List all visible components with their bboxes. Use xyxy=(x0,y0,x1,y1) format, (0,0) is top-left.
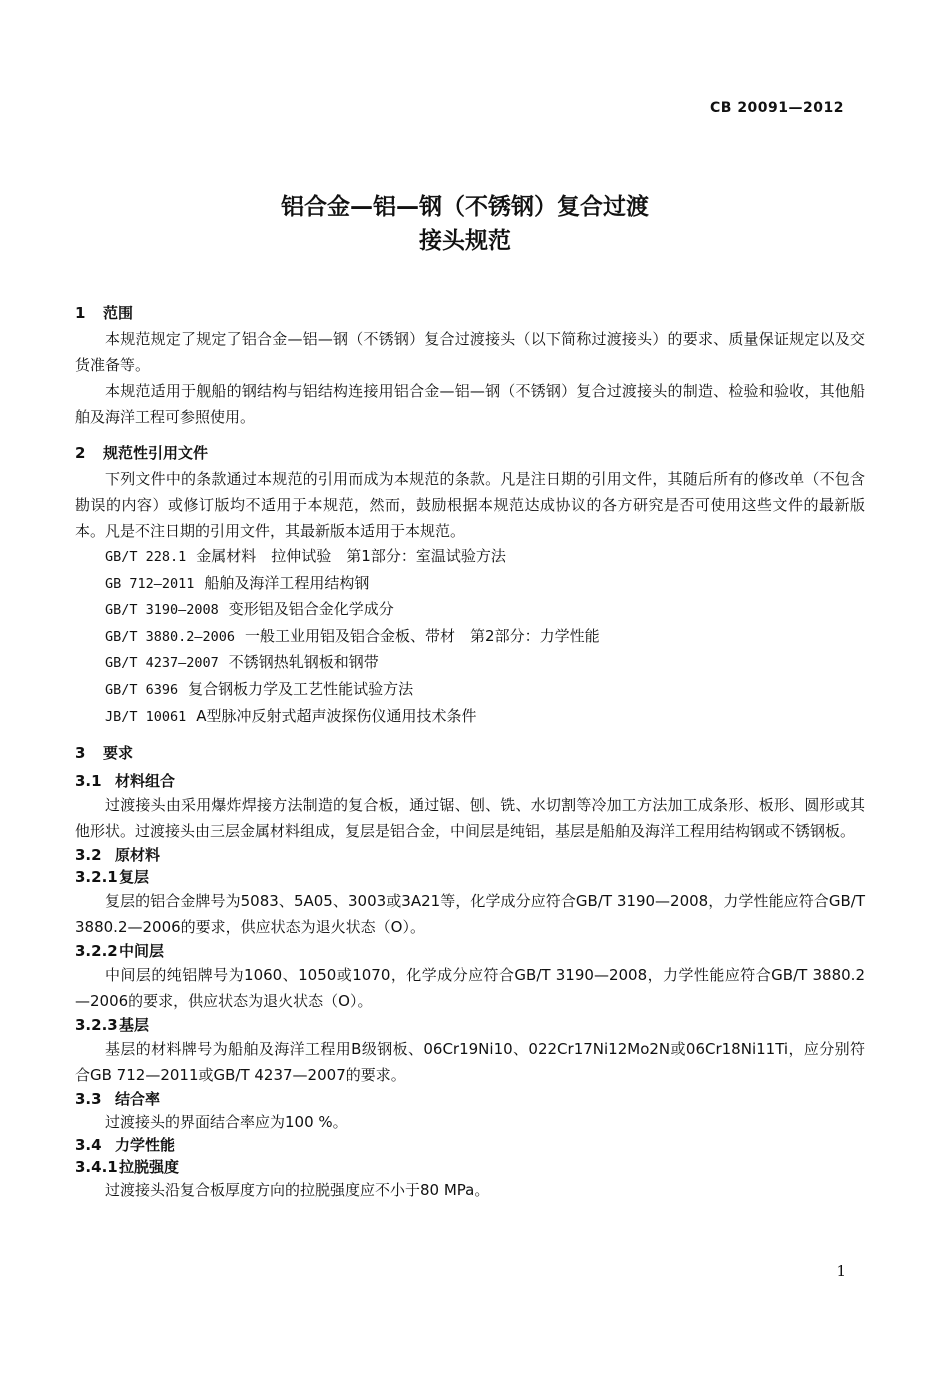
subsection-number: 3.4.1 xyxy=(75,1158,118,1177)
subsection-title: 结合率 xyxy=(115,1090,161,1109)
subsection-3-2-2-heading xyxy=(75,940,865,962)
reference-code: GB/T 3190—2008 xyxy=(105,602,219,619)
page-number: 1 xyxy=(836,1262,846,1280)
subsection-3-2-3-paragraph: 基层的材料牌号为船舶及海洋工程用B级钢板、06Cr19Ni10、022Cr17Ni12Mo2N或06Cr18Ni11Ti，应分别符合GB 712—2011或GB/T 4237—2007的要求。 xyxy=(75,1040,865,1085)
reference-code: GB/T 228.1 xyxy=(105,549,187,565)
subsection-3-2-heading xyxy=(75,844,865,866)
reference-title: 不锈钢热轧钢板和钢带 xyxy=(228,653,379,672)
section-title: 范围 xyxy=(103,304,134,322)
subsection-number: 3.2 xyxy=(75,846,102,865)
section-title: 规范性引用文件 xyxy=(103,444,209,462)
reference-item xyxy=(75,704,865,731)
subsection-title: 拉脱强度 xyxy=(119,1158,180,1177)
reference-code: GB 712—2011 xyxy=(105,575,195,592)
section-number: 2 xyxy=(75,444,86,462)
subsection-title: 基层 xyxy=(119,1016,150,1035)
subsection-title: 原材料 xyxy=(115,846,161,865)
document-title xyxy=(0,190,930,258)
subsection-number: 3.1 xyxy=(75,772,102,791)
reference-title: 变形铝及铝合金化学成分 xyxy=(228,600,394,619)
subsection-3-2-2-paragraph: 中间层的纯铝牌号为1060、1050或1070，化学成分应符合GB/T 3190—2008，力学性能应符合GB/T 3880.2—2006的要求，供应状态为退火状态（O）。 xyxy=(75,966,865,1011)
reference-code: GB/T 6396 xyxy=(105,681,179,698)
subsection-title: 材料组合 xyxy=(115,772,176,791)
reference-list xyxy=(75,544,865,730)
reference-item xyxy=(75,571,865,598)
subsection-3-2-1-paragraph: 复层的铝合金牌号为5083、5A05、3003或3A21等，化学成分应符合GB/T 3190—2008，力学性能应符合GB/T 3880.2—2006的要求，供应状态为退火状态（O）。 xyxy=(75,892,865,937)
reference-title: 船舶及海洋工程用结构钢 xyxy=(204,573,370,592)
subsection-3-4-heading xyxy=(75,1134,865,1156)
subsection-3-4-1-paragraph: 过渡接头沿复合板厚度方向的拉脱强度应不小于80 MPa。 xyxy=(105,1181,490,1200)
subsection-number: 3.2.2 xyxy=(75,942,118,961)
reference-title: 金属材料 拉伸试验 第1部分：室温试验方法 xyxy=(196,547,506,565)
reference-item xyxy=(75,650,865,677)
reference-title: 复合钢板力学及工艺性能试验方法 xyxy=(188,679,414,698)
section-title: 要求 xyxy=(103,744,134,763)
subsection-title: 中间层 xyxy=(119,942,165,961)
reference-code: JB/T 10061 xyxy=(105,708,187,725)
subsection-3-3-paragraph: 过渡接头的界面结合率应为100 %。 xyxy=(105,1113,348,1132)
section-2-heading xyxy=(75,440,865,466)
subsection-3-1-paragraph: 过渡接头由采用爆炸焊接方法制造的复合板，通过锯、刨、铣、水切割等冷加工方法加工成条形、板形、圆形或其他形状。过渡接头由三层金属材料组成，复层是铝合金，中间层是纯铝，基层是船舶及海洋工程用结构钢或不锈钢板。 xyxy=(75,796,865,841)
subsection-3-2-3-heading xyxy=(75,1014,865,1036)
subsection-number: 3.4 xyxy=(75,1136,102,1155)
section-2-paragraph: 下列文件中的条款通过本规范的引用而成为本规范的条款。凡是注日期的引用文件，其随后所有的修改单（不包含勘误的内容）或修订版均不适用于本规范，然而，鼓励根据本规范达成协议的各方研究是否可使用这些文件的最新版本。凡是不注日期的引用文件，其最新版本适用于本规范。 xyxy=(75,470,865,540)
reference-item xyxy=(75,597,865,624)
reference-item xyxy=(75,624,865,651)
section-1-heading xyxy=(75,300,865,326)
reference-item xyxy=(75,677,865,704)
subsection-3-3-heading xyxy=(75,1088,865,1110)
reference-title: A型脉冲反射式超声波探伤仪通用技术条件 xyxy=(196,706,477,725)
section-number: 3 xyxy=(75,744,86,763)
subsection-title: 力学性能 xyxy=(115,1136,176,1155)
reference-item xyxy=(75,544,865,571)
section-number: 1 xyxy=(75,304,86,322)
section-3-heading xyxy=(75,740,865,766)
reference-code: GB/T 4237—2007 xyxy=(105,655,219,672)
document-body xyxy=(75,298,865,1202)
section-1-paragraph-2: 本规范适用于舰船的钢结构与铝结构连接用铝合金—铝—钢（不锈钢）复合过渡接头的制造、检验和验收，其他船舶及海洋工程可参照使用。 xyxy=(75,382,865,426)
title-line-1: 铝合金—铝—钢（不锈钢）复合过渡 xyxy=(281,194,649,220)
subsection-3-4-1-heading xyxy=(75,1156,865,1178)
subsection-3-2-1-heading xyxy=(75,866,865,888)
subsection-3-1-heading xyxy=(75,770,865,792)
subsection-number: 3.2.1 xyxy=(75,868,118,887)
subsection-title: 复层 xyxy=(119,868,150,887)
subsection-number: 3.2.3 xyxy=(75,1016,118,1035)
title-line-2: 接头规范 xyxy=(419,228,511,254)
subsection-number: 3.3 xyxy=(75,1090,102,1109)
reference-code: GB/T 3880.2—2006 xyxy=(105,628,236,645)
section-1-paragraph-1: 本规范规定了规定了铝合金—铝—钢（不锈钢）复合过渡接头（以下简称过渡接头）的要求、质量保证规定以及交货准备等。 xyxy=(75,330,865,374)
document-code: CB 20091—2012 xyxy=(710,100,844,116)
reference-title: 一般工业用铝及铝合金板、带材 第2部分：力学性能 xyxy=(245,626,600,645)
